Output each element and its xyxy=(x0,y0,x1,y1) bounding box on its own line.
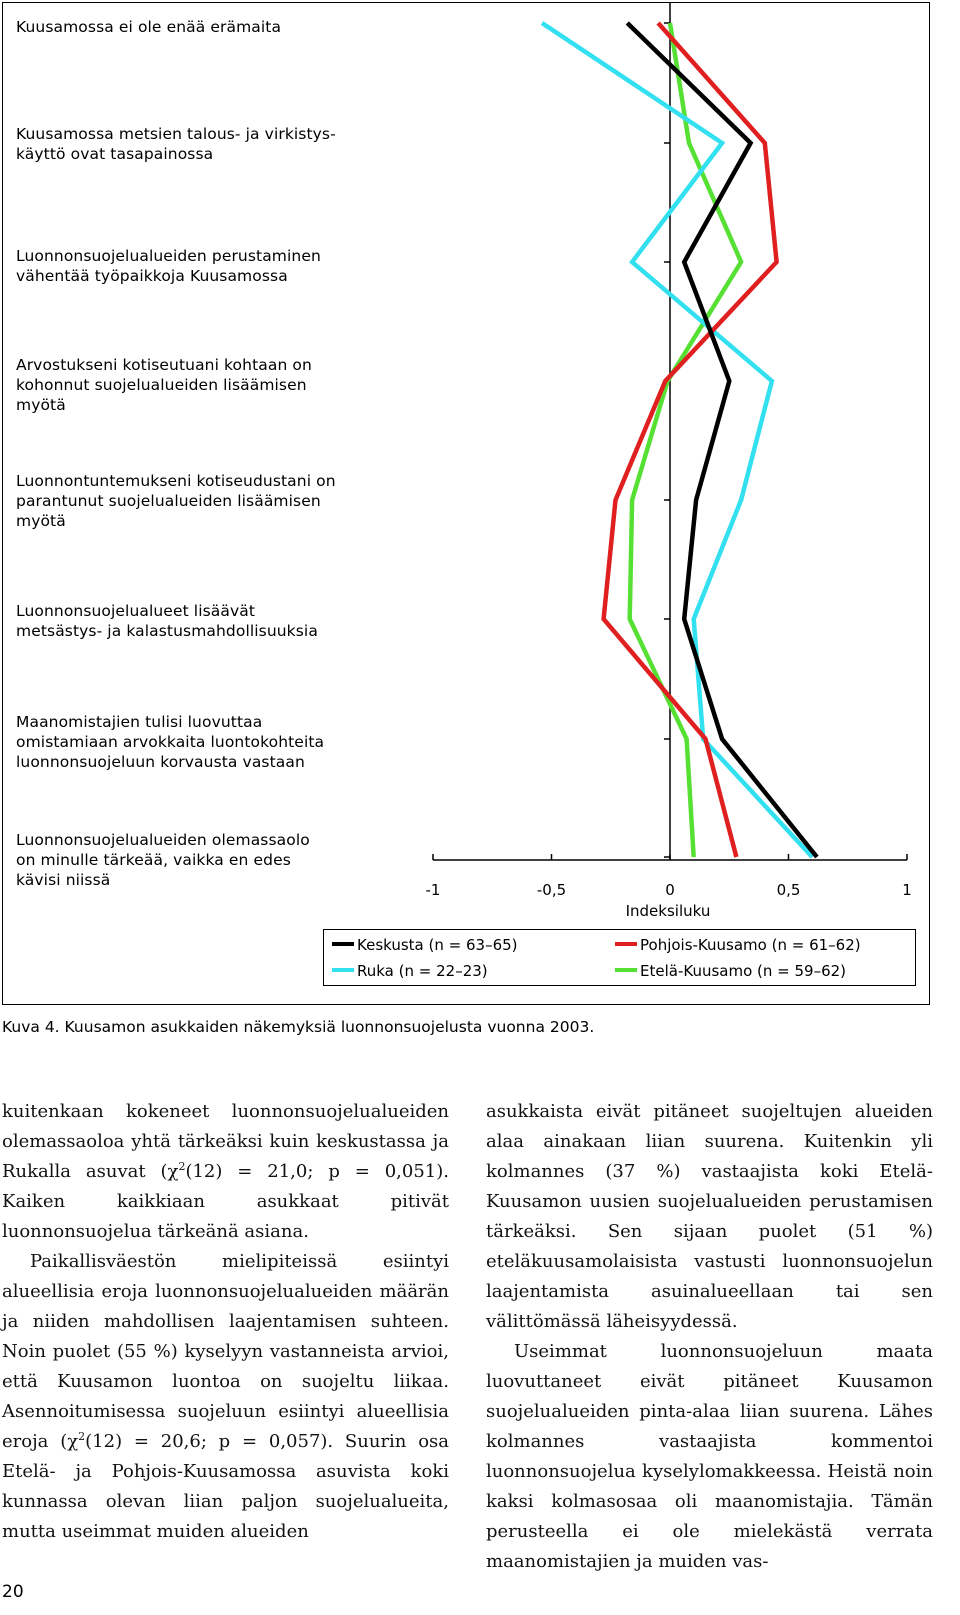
statement-line: Luonnonsuojelualueiden perustaminen xyxy=(16,247,321,265)
x-tick-label: -1 xyxy=(425,881,441,899)
statement-line: kohonnut suojelualueiden lisäämisen xyxy=(16,376,307,394)
statement-line: Luonnonsuojelualueiden olemassaolo xyxy=(16,831,310,849)
legend-item-etela-kuusamo xyxy=(615,961,846,981)
legend-swatch-pohjois-kuusamo xyxy=(615,942,637,946)
superscript: 2 xyxy=(178,1160,186,1173)
series-line-ruka xyxy=(542,23,812,857)
statement-line: myötä xyxy=(16,512,66,530)
x-tick-label: 0 xyxy=(665,881,675,899)
statement-line: Arvostukseni kotiseutuani kohtaan on xyxy=(16,356,312,374)
figure-caption: Kuva 4. Kuusamon asukkaiden näkemyksiä luonnonsuojelusta vuonna 2003. xyxy=(2,1018,595,1036)
legend-label-pohjois-kuusamo: Pohjois-Kuusamo (n = 61–62) xyxy=(640,936,861,954)
statement-line: metsästys- ja kalastusmahdollisuuksia xyxy=(16,622,318,640)
legend-label-ruka: Ruka (n = 22–23) xyxy=(357,962,488,980)
statement-line: parantunut suojelualueiden lisäämisen xyxy=(16,492,321,510)
text-run: Paikallisväestön mielipiteissä esiintyi alueellisia eroja luonnonsuojelualueiden määrän ja niiden mahdollisen laajentamisen suhteen. Noin puolet (55 %) kyselyyn vastanneista arvioi, että Kuusamon luontoa on suojeltu liikaa. Asennoitumisessa suojeluun esiintyi alueellisia eroja (χ xyxy=(2,1251,449,1452)
text-run: (12) = 20,6; p = 0,057). Suurin osa Etelä- ja Pohjois-Kuusamossa asuvista koki kunnassa olevan liian paljon suojelualueita, mutta useimmat muiden alueiden xyxy=(2,1431,449,1542)
x-tick-label: 0,5 xyxy=(776,881,801,899)
x-tick-label: -0,5 xyxy=(536,881,567,899)
paragraph xyxy=(2,1097,449,1247)
statement-line: Kuusamossa metsien talous- ja virkistys- xyxy=(16,125,336,143)
statement-line: omistamiaan arvokkaita luontokohteita xyxy=(16,733,325,751)
statement-line: kävisi niissä xyxy=(16,871,111,889)
statement-line: Luonnonsuojelualueet lisäävät xyxy=(16,602,256,620)
x-tick-label: 1 xyxy=(902,881,912,899)
body-text-left-column xyxy=(2,1097,449,1547)
text-run: (12) = 21,0; p = 0,051). Kaiken kaikkiaan asukkaat pitivät luonnonsuojelua tärkeänä asiana. xyxy=(2,1161,449,1242)
legend xyxy=(323,929,916,986)
statement-line: vähentää työpaikkoja Kuusamossa xyxy=(16,267,288,285)
paragraph xyxy=(2,1247,449,1547)
legend-swatch-etela-kuusamo xyxy=(615,968,637,972)
statement-line: Luonnontuntemukseni kotiseudustani on xyxy=(16,472,336,490)
legend-item-pohjois-kuusamo xyxy=(615,935,861,955)
legend-item-keskusta xyxy=(332,935,518,955)
paragraph xyxy=(486,1097,933,1337)
statement-line: on minulle tärkeää, vaikka en edes xyxy=(16,851,291,869)
legend-swatch-keskusta xyxy=(332,942,354,946)
paragraph xyxy=(486,1337,933,1577)
body-text-right-column xyxy=(486,1097,933,1577)
series-line-etelä-kuusamo xyxy=(630,23,741,857)
page-number: 20 xyxy=(2,1582,24,1602)
series-line-keskusta xyxy=(627,23,817,857)
superscript: 2 xyxy=(78,1430,86,1443)
text-run: kuitenkaan kokeneet luonnonsuojelualueiden olemassaoloa yhtä tärkeäksi kuin keskustassa ja Rukalla asuvat (χ xyxy=(2,1101,449,1182)
statement-line: luonnonsuojeluun korvausta vastaan xyxy=(16,753,305,771)
text-run: asukkaista eivät pitäneet suojeltujen alueiden alaa ainakaan liian suurena. Kuitenkin yli kolmannes (37 %) vastaajista koki Etelä-Kuusamon uusien suojelualueiden perustamisen tärkeäksi. Sen sijaan puolet (51 %) eteläkuusamolaisista vastusti luonnonsuojelun laajentamista asuinalueellaan tai sen välittömässä läheisyydessä. xyxy=(486,1101,933,1332)
statement-line: myötä xyxy=(16,396,66,414)
statement-line: Kuusamossa ei ole enää erämaita xyxy=(16,18,282,36)
legend-label-keskusta: Keskusta (n = 63–65) xyxy=(357,936,518,954)
legend-swatch-ruka xyxy=(332,968,354,972)
legend-label-etela-kuusamo: Etelä-Kuusamo (n = 59–62) xyxy=(640,962,847,980)
statement-line: Maanomistajien tulisi luovuttaa xyxy=(16,713,263,731)
x-axis-title: Indeksiluku xyxy=(625,902,711,920)
text-run: Useimmat luonnonsuojeluun maata luovuttaneet eivät pitäneet Kuusamon suojelualueiden pinta-alaa liian suurena. Lähes kolmannes vastaajista kommentoi luonnonsuojelua kyselylomakkeessa. Heistä noin kaksi kolmasosaa oli maanomistajia. Tämän perusteella ei ole mielekästä verrata maanomistajien ja muiden vas- xyxy=(486,1341,933,1572)
legend-item-ruka xyxy=(332,961,488,981)
statement-line: käyttö ovat tasapainossa xyxy=(16,145,214,163)
